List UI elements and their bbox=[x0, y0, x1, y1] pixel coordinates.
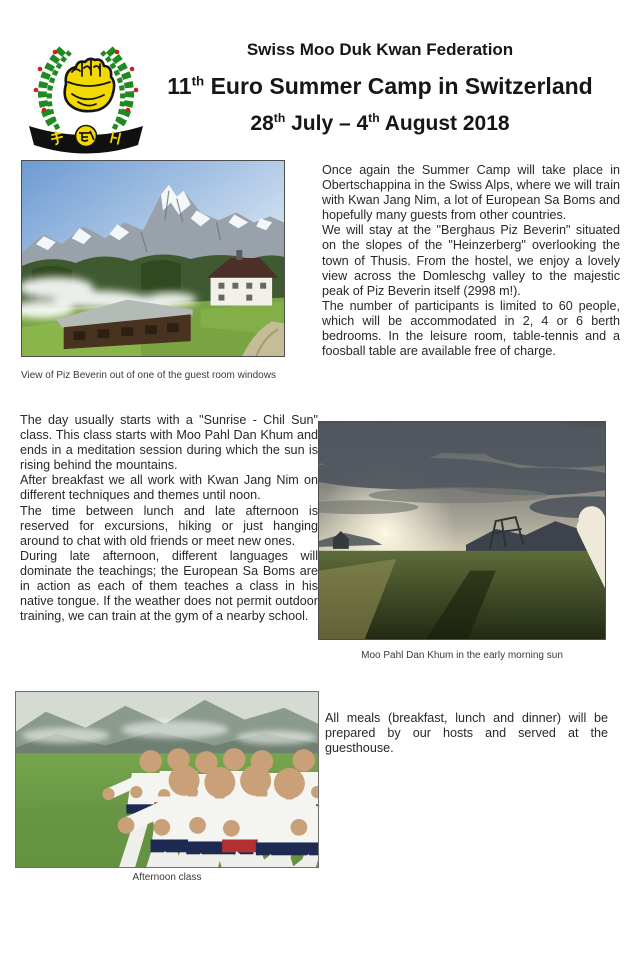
camp-title: 11th Euro Summer Camp in Switzerland bbox=[167, 73, 593, 99]
body-paragraph: Once again the Summer Camp will take place in Obertschappina in the Swiss Alps, where we will train with Kwan Jang Nim, a lot of European Sa Boms and hopefully many guests from other countries. bbox=[322, 163, 620, 223]
camp-dates: 28th July – 4th August 2018 bbox=[250, 111, 510, 135]
photo-afternoon-class bbox=[15, 691, 319, 868]
photo-piz-beverin bbox=[21, 160, 285, 357]
intro-text-column bbox=[322, 163, 620, 359]
afternoon-class-graphic bbox=[16, 692, 318, 867]
body-paragraph: The day usually starts with a "Sunrise - Chil Sun" class. This class starts with Moo Pahl Dan Khum and ends in a meditation session during which the sun is rising behind the mountains. bbox=[20, 413, 318, 473]
body-paragraph: The number of participants is limited to 60 people, which will be accommodated in 2, 4 or 6 berth bedrooms. In the leisure room, table-tennis and a foosball table are available free of charge. bbox=[322, 298, 620, 359]
fist-laurel-icon bbox=[24, 32, 148, 164]
body-paragraph: We will stay at the "Berghaus Piz Beverin" situated on the slopes of the "Heinzerberg" overlooking the town of Thusis. From the hostel, we enjoy a lovely view across the Domleschg valley to the majestic peak of Piz Beverin itself (2998 m!). bbox=[322, 223, 620, 298]
body-paragraph: The time between lunch and late afternoon is reserved for excursions, hiking or just hanging around to chat with old friends or meet new ones. bbox=[20, 503, 318, 548]
photo-caption: Moo Pahl Dan Khum in the early morning sun bbox=[361, 650, 563, 661]
header-titles bbox=[138, 40, 622, 136]
photo-caption: Afternoon class bbox=[132, 872, 202, 883]
photo-morning-training bbox=[318, 421, 606, 640]
mountain-view-graphic bbox=[22, 161, 284, 356]
daily-schedule-text-column bbox=[20, 413, 318, 624]
sunrise-training-graphic bbox=[319, 422, 605, 639]
federation-title: Swiss Moo Duk Kwan Federation bbox=[246, 40, 514, 59]
body-paragraph: All meals (breakfast, lunch and dinner) will be prepared by our hosts and served at the guesthouse. bbox=[325, 711, 608, 756]
body-paragraph: After breakfast we all work with Kwan Jang Nim on different techniques and themes until noon. bbox=[20, 473, 318, 503]
meals-text-column bbox=[325, 711, 608, 756]
photo-caption: View of Piz Beverin out of one of the guest room windows bbox=[21, 370, 276, 381]
moo-duk-kwan-logo bbox=[24, 32, 148, 144]
body-paragraph: During late afternoon, different languages will dominate the teachings; the European Sa Boms are in action as each of them teaches a class in his native tongue. If the weather does not permit outdoor training, we can train at the gym of a nearby school. bbox=[20, 548, 318, 624]
